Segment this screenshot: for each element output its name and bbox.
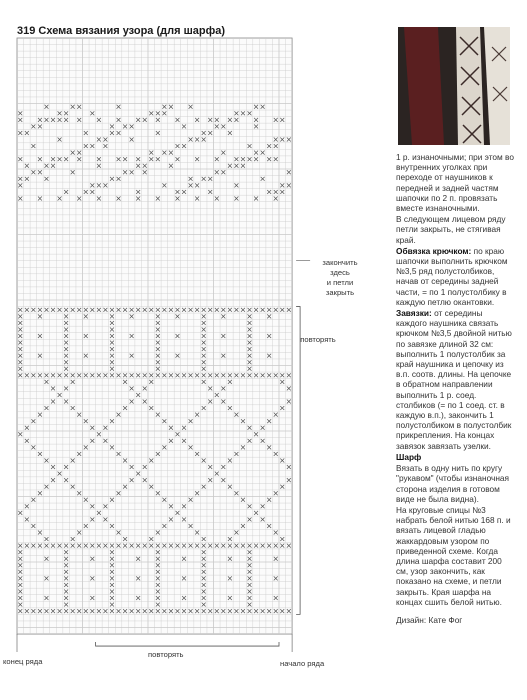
heading-ties: Завязки:: [396, 308, 432, 319]
heading-crochet-edging: Обвязка крючком:: [396, 245, 472, 256]
finish-note: [316, 258, 364, 298]
row-start-label: начало ряда: [280, 659, 325, 668]
instruction-paragraph: Завязки: от середины каждого наушника связать крючком №3,5 двойной нитью по завязке длиной 32 см: выполнить 1 полустолбик за край наушника и цепочку из в.п. соотв. длины. На цепочке в обратном направлении выполнить 1 р. соед. столбиков (= по 1 соед. ст. в каждую в.п.), закончить 1 полустолбиком в полустолбик прикрепления. На концах завязок завязать узелки.: [396, 308, 512, 451]
author-credit: Дизайн: Кате Фог: [396, 614, 463, 625]
instruction-paragraph: На круговые спицы №3 набрать белой нитью 168 п. и вязать лицевой гладью жаккардовым узором по приведенной схеме. Когда длина шарфа составит 200 см, узор закончить, как показано на схеме, и петли закрыть. Края шарфа на концах сшить белой нитью.: [396, 504, 511, 607]
heading-scarf: Шарф: [396, 451, 422, 462]
repeat-bracket-side: [296, 307, 300, 615]
instruction-paragraph: 1 р. изнаночными; при этом во внутренних уголках при переходе от наушников к передней и задней частям шапочки по 2 п. провязать вместе изнаночными.: [396, 152, 514, 214]
repeat-bottom-label: повторять: [148, 650, 184, 659]
instructions-column: [396, 152, 514, 626]
row-end-label: конец ряда: [3, 657, 43, 666]
instruction-paragraph: В следующем лицевом ряду петли закрыть, не стягивая край.: [396, 214, 506, 245]
knitted-scarf-photo: [398, 27, 510, 145]
repeat-side-label: повторять: [300, 335, 336, 344]
repeat-bracket-bottom: [96, 642, 279, 646]
finish-note-line: здесь: [330, 268, 350, 277]
finish-note-line: закончить: [322, 258, 358, 267]
instruction-paragraph: Вязать в одну нить по кругу "рукавом" (чтобы изнаночная сторона изделия в готовом виде не была видна).: [396, 463, 510, 504]
page-title: 319 Схема вязания узора (для шарфа): [17, 25, 225, 37]
finish-note-line: и петли: [326, 278, 354, 287]
finish-note-line: закрыть: [325, 288, 355, 297]
scarf-photo-icon: [398, 27, 510, 145]
instruction-paragraph: Обвязка крючком: по краю шапочки выполнить крючком №3,5 ряд полустолбиков, начав от середины задней части, = по 1 полустолбику в каждую петлю окантовки.: [396, 245, 508, 307]
